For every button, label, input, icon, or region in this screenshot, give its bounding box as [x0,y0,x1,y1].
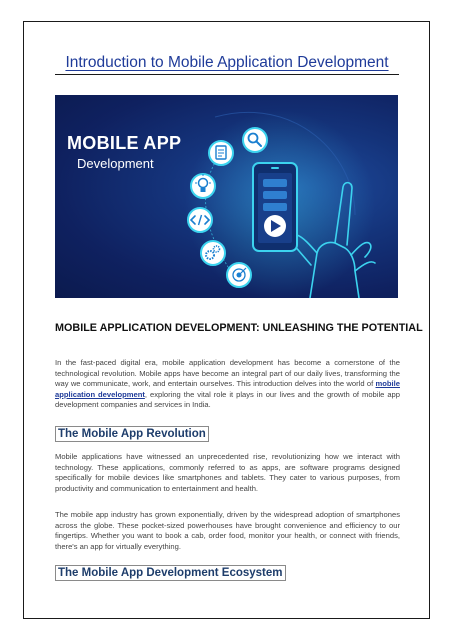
intro-text-start: In the fast-paced digital era, mobile application development has become a cornerstone of the technological revolution. Mobile apps have become an integral part of our daily lives, transforming the way we communicate, work, and entertain ourselves. This introduction delves into the world of [55,358,400,389]
intro-paragraph [55,358,400,411]
mobile-app-development-link[interactable]: mobile application development [55,379,400,399]
intro-text-end: , exploring the vital role it plays in our lives and the growth of mobile app development companies and services in India. [55,389,400,410]
gears-icon [201,241,225,265]
section-heading-revolution: The Mobile App Revolution [55,426,209,442]
document-title: Introduction to Mobile Application Development [65,54,389,71]
hero-title: MOBILE APP [67,133,182,153]
revolution-paragraph-2: The mobile app industry has grown exponentially, driven by the widespread adoption of smartphones across the globe. These pocket-sized powerhouses have brought convenience and efficiency to our fingertips. Whether you want to book a cab, order food, monitor your health, or connect with friends, there's an app for virtually everything. [55,510,400,551]
section-heading-ecosystem: The Mobile App Development Ecosystem [55,565,286,581]
document-icon [209,141,233,165]
smartphone-icon [253,163,297,251]
search-icon [243,128,267,152]
lightbulb-icon [191,174,215,198]
title-divider [55,74,399,75]
play-icon [264,215,286,237]
main-heading: MOBILE APPLICATION DEVELOPMENT: UNLEASHING THE POTENTIAL [55,322,423,334]
hero-illustration [55,95,398,298]
code-icon [188,208,212,232]
hero-banner-image [55,95,398,298]
revolution-paragraph-1: Mobile applications have witnessed an unprecedented rise, revolutionizing how we interact with technology. These applications, commonly referred to as apps, are software programs designed specifically for mobile devices like smartphones and tablets. They cater to various purposes, from productivity and communication to entertainment and health. [55,452,400,493]
hero-subtitle: Development [77,156,154,171]
target-icon [227,263,251,287]
